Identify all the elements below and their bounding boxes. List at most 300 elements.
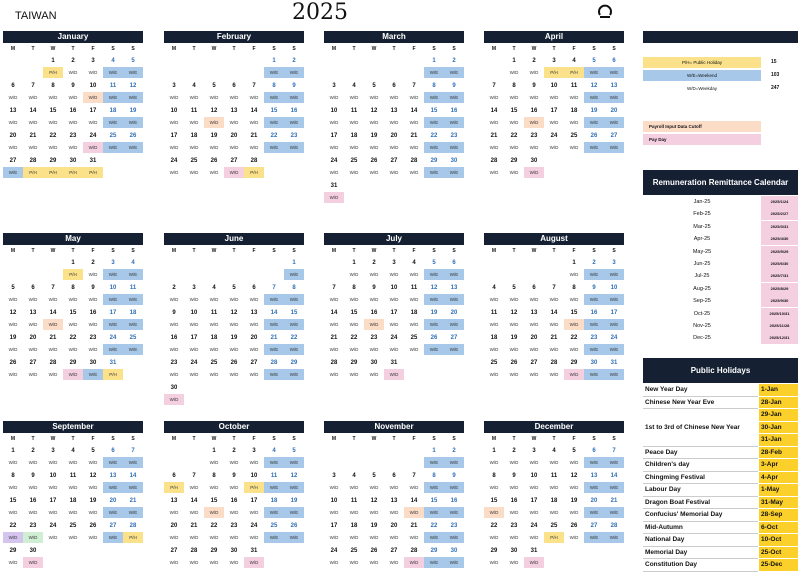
day-cell[interactable] — [3, 105, 23, 130]
day-cell[interactable] — [63, 520, 83, 545]
day-cell[interactable] — [584, 55, 604, 80]
day-cell[interactable] — [224, 105, 244, 130]
day-cell[interactable] — [3, 470, 23, 495]
day-cell[interactable] — [3, 357, 23, 382]
day-cell[interactable] — [164, 495, 184, 520]
day-cell[interactable] — [164, 307, 184, 332]
day-cell[interactable] — [63, 105, 83, 130]
day-cell[interactable] — [604, 257, 624, 282]
day-cell[interactable] — [43, 495, 63, 520]
day-cell[interactable] — [404, 470, 424, 495]
day-cell[interactable] — [184, 105, 204, 130]
day-cell[interactable] — [564, 55, 584, 80]
day-cell[interactable] — [604, 495, 624, 520]
day-cell[interactable] — [224, 155, 244, 180]
day-cell[interactable] — [444, 55, 464, 80]
day-cell[interactable] — [83, 105, 103, 130]
day-cell[interactable] — [123, 495, 143, 520]
day-cell[interactable] — [204, 470, 224, 495]
day-cell[interactable] — [244, 495, 264, 520]
day-cell[interactable] — [484, 155, 504, 180]
day-cell[interactable] — [83, 445, 103, 470]
day-cell[interactable] — [444, 282, 464, 307]
day-cell[interactable] — [444, 307, 464, 332]
day-cell[interactable] — [224, 445, 244, 470]
day-cell[interactable] — [604, 282, 624, 307]
day-cell[interactable] — [324, 130, 344, 155]
day-cell[interactable] — [204, 545, 224, 570]
day-cell[interactable] — [63, 257, 83, 282]
day-cell[interactable] — [244, 282, 264, 307]
day-cell[interactable] — [524, 80, 544, 105]
day-cell[interactable] — [244, 445, 264, 470]
day-cell[interactable] — [43, 307, 63, 332]
day-cell[interactable] — [164, 520, 184, 545]
day-cell[interactable] — [384, 130, 404, 155]
day-cell[interactable] — [224, 520, 244, 545]
day-cell[interactable] — [244, 470, 264, 495]
day-cell[interactable] — [3, 155, 23, 180]
day-cell[interactable] — [3, 495, 23, 520]
day-cell[interactable] — [564, 495, 584, 520]
day-cell[interactable] — [524, 520, 544, 545]
day-cell[interactable] — [103, 332, 123, 357]
day-cell[interactable] — [364, 495, 384, 520]
day-cell[interactable] — [564, 445, 584, 470]
day-cell[interactable] — [344, 520, 364, 545]
day-cell[interactable] — [324, 332, 344, 357]
day-cell[interactable] — [164, 80, 184, 105]
day-cell[interactable] — [344, 495, 364, 520]
day-cell[interactable] — [43, 80, 63, 105]
day-cell[interactable] — [324, 470, 344, 495]
day-cell[interactable] — [244, 307, 264, 332]
day-cell[interactable] — [103, 105, 123, 130]
day-cell[interactable] — [184, 357, 204, 382]
day-cell[interactable] — [504, 545, 524, 570]
day-cell[interactable] — [364, 80, 384, 105]
day-cell[interactable] — [244, 545, 264, 570]
day-cell[interactable] — [364, 332, 384, 357]
day-cell[interactable] — [164, 545, 184, 570]
day-cell[interactable] — [384, 520, 404, 545]
day-cell[interactable] — [63, 80, 83, 105]
day-cell[interactable] — [264, 307, 284, 332]
day-cell[interactable] — [504, 307, 524, 332]
day-cell[interactable] — [103, 495, 123, 520]
day-cell[interactable] — [404, 332, 424, 357]
day-cell[interactable] — [584, 282, 604, 307]
day-cell[interactable] — [504, 520, 524, 545]
day-cell[interactable] — [504, 105, 524, 130]
day-cell[interactable] — [564, 357, 584, 382]
day-cell[interactable] — [184, 282, 204, 307]
day-cell[interactable] — [284, 282, 304, 307]
day-cell[interactable] — [524, 445, 544, 470]
day-cell[interactable] — [424, 470, 444, 495]
day-cell[interactable] — [384, 257, 404, 282]
day-cell[interactable] — [404, 155, 424, 180]
day-cell[interactable] — [284, 80, 304, 105]
day-cell[interactable] — [43, 130, 63, 155]
day-cell[interactable] — [504, 130, 524, 155]
day-cell[interactable] — [284, 357, 304, 382]
day-cell[interactable] — [184, 130, 204, 155]
day-cell[interactable] — [103, 80, 123, 105]
day-cell[interactable] — [504, 470, 524, 495]
day-cell[interactable] — [164, 332, 184, 357]
day-cell[interactable] — [123, 257, 143, 282]
day-cell[interactable] — [23, 470, 43, 495]
day-cell[interactable] — [23, 80, 43, 105]
day-cell[interactable] — [83, 357, 103, 382]
day-cell[interactable] — [204, 307, 224, 332]
day-cell[interactable] — [544, 80, 564, 105]
day-cell[interactable] — [3, 80, 23, 105]
day-cell[interactable] — [484, 80, 504, 105]
day-cell[interactable] — [484, 545, 504, 570]
day-cell[interactable] — [184, 495, 204, 520]
day-cell[interactable] — [224, 307, 244, 332]
day-cell[interactable] — [43, 155, 63, 180]
day-cell[interactable] — [524, 495, 544, 520]
day-cell[interactable] — [23, 282, 43, 307]
day-cell[interactable] — [544, 357, 564, 382]
day-cell[interactable] — [123, 470, 143, 495]
day-cell[interactable] — [103, 55, 123, 80]
day-cell[interactable] — [23, 130, 43, 155]
day-cell[interactable] — [364, 155, 384, 180]
day-cell[interactable] — [63, 332, 83, 357]
day-cell[interactable] — [324, 80, 344, 105]
day-cell[interactable] — [83, 332, 103, 357]
day-cell[interactable] — [384, 332, 404, 357]
day-cell[interactable] — [264, 357, 284, 382]
day-cell[interactable] — [43, 282, 63, 307]
day-cell[interactable] — [384, 307, 404, 332]
day-cell[interactable] — [204, 80, 224, 105]
day-cell[interactable] — [103, 445, 123, 470]
day-cell[interactable] — [364, 520, 384, 545]
day-cell[interactable] — [604, 332, 624, 357]
day-cell[interactable] — [264, 445, 284, 470]
day-cell[interactable] — [604, 470, 624, 495]
day-cell[interactable] — [364, 105, 384, 130]
day-cell[interactable] — [63, 282, 83, 307]
day-cell[interactable] — [164, 130, 184, 155]
day-cell[interactable] — [224, 545, 244, 570]
day-cell[interactable] — [264, 130, 284, 155]
day-cell[interactable] — [43, 332, 63, 357]
day-cell[interactable] — [23, 105, 43, 130]
day-cell[interactable] — [244, 520, 264, 545]
day-cell[interactable] — [264, 332, 284, 357]
day-cell[interactable] — [284, 520, 304, 545]
day-cell[interactable] — [524, 155, 544, 180]
day-cell[interactable] — [224, 80, 244, 105]
day-cell[interactable] — [123, 80, 143, 105]
day-cell[interactable] — [224, 470, 244, 495]
day-cell[interactable] — [184, 520, 204, 545]
day-cell[interactable] — [364, 307, 384, 332]
day-cell[interactable] — [484, 470, 504, 495]
day-cell[interactable] — [43, 445, 63, 470]
day-cell[interactable] — [284, 307, 304, 332]
day-cell[interactable] — [444, 470, 464, 495]
day-cell[interactable] — [264, 55, 284, 80]
day-cell[interactable] — [524, 545, 544, 570]
day-cell[interactable] — [344, 257, 364, 282]
day-cell[interactable] — [103, 307, 123, 332]
day-cell[interactable] — [244, 105, 264, 130]
day-cell[interactable] — [584, 307, 604, 332]
day-cell[interactable] — [83, 520, 103, 545]
day-cell[interactable] — [424, 80, 444, 105]
day-cell[interactable] — [23, 332, 43, 357]
day-cell[interactable] — [484, 357, 504, 382]
day-cell[interactable] — [564, 307, 584, 332]
day-cell[interactable] — [584, 495, 604, 520]
day-cell[interactable] — [424, 257, 444, 282]
day-cell[interactable] — [344, 470, 364, 495]
day-cell[interactable] — [384, 545, 404, 570]
day-cell[interactable] — [324, 357, 344, 382]
day-cell[interactable] — [564, 80, 584, 105]
day-cell[interactable] — [544, 332, 564, 357]
day-cell[interactable] — [224, 495, 244, 520]
day-cell[interactable] — [484, 445, 504, 470]
day-cell[interactable] — [384, 105, 404, 130]
day-cell[interactable] — [264, 282, 284, 307]
day-cell[interactable] — [3, 282, 23, 307]
day-cell[interactable] — [123, 282, 143, 307]
day-cell[interactable] — [244, 332, 264, 357]
day-cell[interactable] — [204, 155, 224, 180]
day-cell[interactable] — [123, 520, 143, 545]
day-cell[interactable] — [344, 332, 364, 357]
day-cell[interactable] — [604, 130, 624, 155]
day-cell[interactable] — [584, 257, 604, 282]
day-cell[interactable] — [524, 357, 544, 382]
day-cell[interactable] — [103, 357, 123, 382]
day-cell[interactable] — [3, 520, 23, 545]
day-cell[interactable] — [284, 332, 304, 357]
day-cell[interactable] — [204, 520, 224, 545]
day-cell[interactable] — [524, 105, 544, 130]
day-cell[interactable] — [504, 282, 524, 307]
day-cell[interactable] — [344, 307, 364, 332]
day-cell[interactable] — [23, 307, 43, 332]
day-cell[interactable] — [103, 470, 123, 495]
day-cell[interactable] — [404, 495, 424, 520]
day-cell[interactable] — [564, 105, 584, 130]
day-cell[interactable] — [444, 155, 464, 180]
day-cell[interactable] — [384, 155, 404, 180]
day-cell[interactable] — [3, 307, 23, 332]
day-cell[interactable] — [184, 470, 204, 495]
day-cell[interactable] — [43, 470, 63, 495]
day-cell[interactable] — [604, 357, 624, 382]
day-cell[interactable] — [404, 105, 424, 130]
day-cell[interactable] — [43, 357, 63, 382]
day-cell[interactable] — [3, 130, 23, 155]
day-cell[interactable] — [184, 332, 204, 357]
day-cell[interactable] — [524, 55, 544, 80]
day-cell[interactable] — [264, 520, 284, 545]
day-cell[interactable] — [224, 282, 244, 307]
day-cell[interactable] — [524, 470, 544, 495]
day-cell[interactable] — [63, 357, 83, 382]
day-cell[interactable] — [564, 332, 584, 357]
day-cell[interactable] — [444, 80, 464, 105]
day-cell[interactable] — [63, 445, 83, 470]
day-cell[interactable] — [204, 357, 224, 382]
day-cell[interactable] — [344, 80, 364, 105]
day-cell[interactable] — [484, 282, 504, 307]
day-cell[interactable] — [324, 520, 344, 545]
day-cell[interactable] — [504, 495, 524, 520]
day-cell[interactable] — [63, 307, 83, 332]
day-cell[interactable] — [123, 105, 143, 130]
day-cell[interactable] — [83, 257, 103, 282]
day-cell[interactable] — [284, 130, 304, 155]
day-cell[interactable] — [83, 55, 103, 80]
day-cell[interactable] — [23, 520, 43, 545]
day-cell[interactable] — [424, 155, 444, 180]
day-cell[interactable] — [364, 257, 384, 282]
day-cell[interactable] — [83, 155, 103, 180]
day-cell[interactable] — [424, 307, 444, 332]
day-cell[interactable] — [264, 105, 284, 130]
day-cell[interactable] — [264, 80, 284, 105]
day-cell[interactable] — [164, 105, 184, 130]
day-cell[interactable] — [324, 282, 344, 307]
day-cell[interactable] — [484, 130, 504, 155]
day-cell[interactable] — [244, 357, 264, 382]
day-cell[interactable] — [204, 332, 224, 357]
day-cell[interactable] — [484, 332, 504, 357]
day-cell[interactable] — [184, 155, 204, 180]
day-cell[interactable] — [123, 307, 143, 332]
day-cell[interactable] — [364, 357, 384, 382]
day-cell[interactable] — [344, 130, 364, 155]
day-cell[interactable] — [504, 332, 524, 357]
day-cell[interactable] — [83, 307, 103, 332]
day-cell[interactable] — [23, 445, 43, 470]
day-cell[interactable] — [23, 495, 43, 520]
day-cell[interactable] — [424, 545, 444, 570]
day-cell[interactable] — [604, 55, 624, 80]
day-cell[interactable] — [384, 470, 404, 495]
day-cell[interactable] — [103, 130, 123, 155]
day-cell[interactable] — [284, 105, 304, 130]
day-cell[interactable] — [384, 282, 404, 307]
day-cell[interactable] — [424, 520, 444, 545]
day-cell[interactable] — [604, 520, 624, 545]
day-cell[interactable] — [364, 545, 384, 570]
day-cell[interactable] — [524, 307, 544, 332]
day-cell[interactable] — [264, 470, 284, 495]
day-cell[interactable] — [344, 357, 364, 382]
day-cell[interactable] — [544, 445, 564, 470]
day-cell[interactable] — [164, 357, 184, 382]
day-cell[interactable] — [324, 307, 344, 332]
day-cell[interactable] — [564, 470, 584, 495]
day-cell[interactable] — [444, 130, 464, 155]
day-cell[interactable] — [544, 520, 564, 545]
day-cell[interactable] — [204, 282, 224, 307]
day-cell[interactable] — [164, 282, 184, 307]
day-cell[interactable] — [424, 282, 444, 307]
day-cell[interactable] — [164, 470, 184, 495]
day-cell[interactable] — [364, 130, 384, 155]
day-cell[interactable] — [384, 495, 404, 520]
day-cell[interactable] — [284, 55, 304, 80]
day-cell[interactable] — [544, 105, 564, 130]
day-cell[interactable] — [63, 495, 83, 520]
day-cell[interactable] — [544, 307, 564, 332]
day-cell[interactable] — [324, 495, 344, 520]
day-cell[interactable] — [344, 105, 364, 130]
day-cell[interactable] — [544, 470, 564, 495]
day-cell[interactable] — [404, 130, 424, 155]
day-cell[interactable] — [164, 155, 184, 180]
day-cell[interactable] — [244, 130, 264, 155]
day-cell[interactable] — [324, 545, 344, 570]
day-cell[interactable] — [584, 80, 604, 105]
day-cell[interactable] — [204, 130, 224, 155]
day-cell[interactable] — [424, 495, 444, 520]
day-cell[interactable] — [584, 105, 604, 130]
day-cell[interactable] — [204, 105, 224, 130]
day-cell[interactable] — [184, 307, 204, 332]
day-cell[interactable] — [103, 520, 123, 545]
day-cell[interactable] — [604, 105, 624, 130]
day-cell[interactable] — [103, 282, 123, 307]
day-cell[interactable] — [584, 332, 604, 357]
day-cell[interactable] — [404, 282, 424, 307]
day-cell[interactable] — [364, 470, 384, 495]
day-cell[interactable] — [584, 130, 604, 155]
day-cell[interactable] — [224, 357, 244, 382]
day-cell[interactable] — [23, 545, 43, 570]
day-cell[interactable] — [444, 520, 464, 545]
day-cell[interactable] — [3, 545, 23, 570]
day-cell[interactable] — [544, 130, 564, 155]
day-cell[interactable] — [524, 282, 544, 307]
day-cell[interactable] — [504, 80, 524, 105]
day-cell[interactable] — [123, 332, 143, 357]
day-cell[interactable] — [3, 332, 23, 357]
day-cell[interactable] — [504, 357, 524, 382]
day-cell[interactable] — [264, 495, 284, 520]
day-cell[interactable] — [344, 155, 364, 180]
day-cell[interactable] — [123, 130, 143, 155]
day-cell[interactable] — [544, 495, 564, 520]
day-cell[interactable] — [43, 55, 63, 80]
day-cell[interactable] — [324, 105, 344, 130]
day-cell[interactable] — [524, 130, 544, 155]
day-cell[interactable] — [564, 130, 584, 155]
day-cell[interactable] — [444, 105, 464, 130]
day-cell[interactable] — [424, 332, 444, 357]
day-cell[interactable] — [344, 545, 364, 570]
day-cell[interactable] — [384, 357, 404, 382]
day-cell[interactable] — [544, 55, 564, 80]
day-cell[interactable] — [424, 445, 444, 470]
day-cell[interactable] — [123, 445, 143, 470]
day-cell[interactable] — [284, 445, 304, 470]
